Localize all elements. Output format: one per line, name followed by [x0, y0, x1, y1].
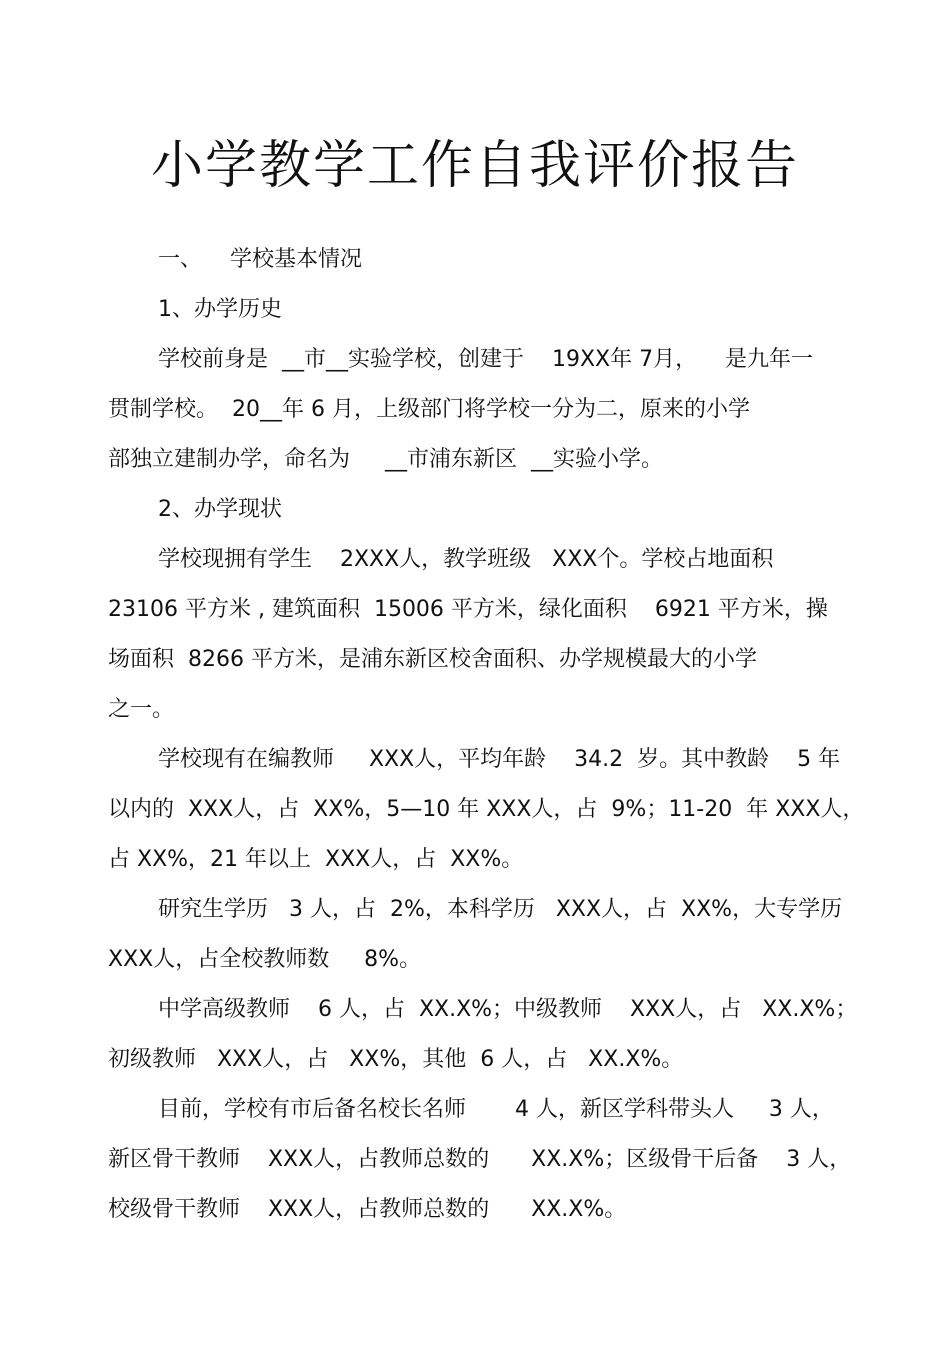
section-heading: 一、 学校基本情况: [158, 247, 362, 272]
document-title: 小学教学工作自我评价报告: [150, 136, 799, 196]
paragraph-line: 部独立建制办学，命名为 __市浦东新区 __实验小学。: [108, 447, 663, 472]
paragraph-line: 目前，学校有市后备名校长名师 4 人，新区学科带头人 3 人，: [158, 1097, 834, 1122]
paragraph-line: 学校现有在编教师 XXX人，平均年龄 34.2 岁。其中教龄 5 年: [158, 747, 841, 772]
paragraph-line: 之一。: [108, 697, 175, 722]
paragraph-line: 中学高级教师 6 人，占 XX.X%；中级教师 XXX人，占 XX.X%；: [158, 997, 858, 1022]
paragraph-line: 新区骨干教师 XXX人，占教师总数的 XX.X%；区级骨干后备 3 人，: [108, 1147, 852, 1172]
paragraph-line: 以内的 XXX人，占 XX%，5—10 年 XXX人，占 9%；11-20 年 XXX人，: [108, 797, 865, 822]
paragraph-line: 校级骨干教师 XXX人，占教师总数的 XX.X%。: [108, 1197, 627, 1222]
subsection-heading: 2、办学现状: [158, 497, 282, 522]
paragraph-line: 占 XX%，21 年以上 XXX人，占 XX%。: [108, 847, 524, 872]
subsection-heading: 1、办学历史: [158, 297, 282, 322]
paragraph-line: 学校前身是 __市__实验学校，创建于 19XX年 7月， 是九年一: [158, 347, 814, 372]
paragraph-line: 学校现拥有学生 2XXX人，教学班级 XXX个。学校占地面积: [158, 547, 774, 572]
paragraph-line: 场面积 8266 平方米，是浦东新区校舍面积、办学规模最大的小学: [108, 647, 757, 672]
paragraph-line: 初级教师 XXX人，占 XX%，其他 6 人，占 XX.X%。: [108, 1047, 684, 1072]
paragraph-line: 23106 平方米 , 建筑面积 15006 平方米，绿化面积 6921 平方米，操: [108, 597, 828, 622]
paragraph-line: 贯制学校。 20__年 6 月，上级部门将学校一分为二，原来的小学: [108, 397, 750, 422]
paragraph-line: 研究生学历 3 人，占 2%，本科学历 XXX人，占 XX%，大专学历: [158, 897, 843, 922]
paragraph-line: XXX人，占全校教师数 8%。: [108, 947, 422, 972]
